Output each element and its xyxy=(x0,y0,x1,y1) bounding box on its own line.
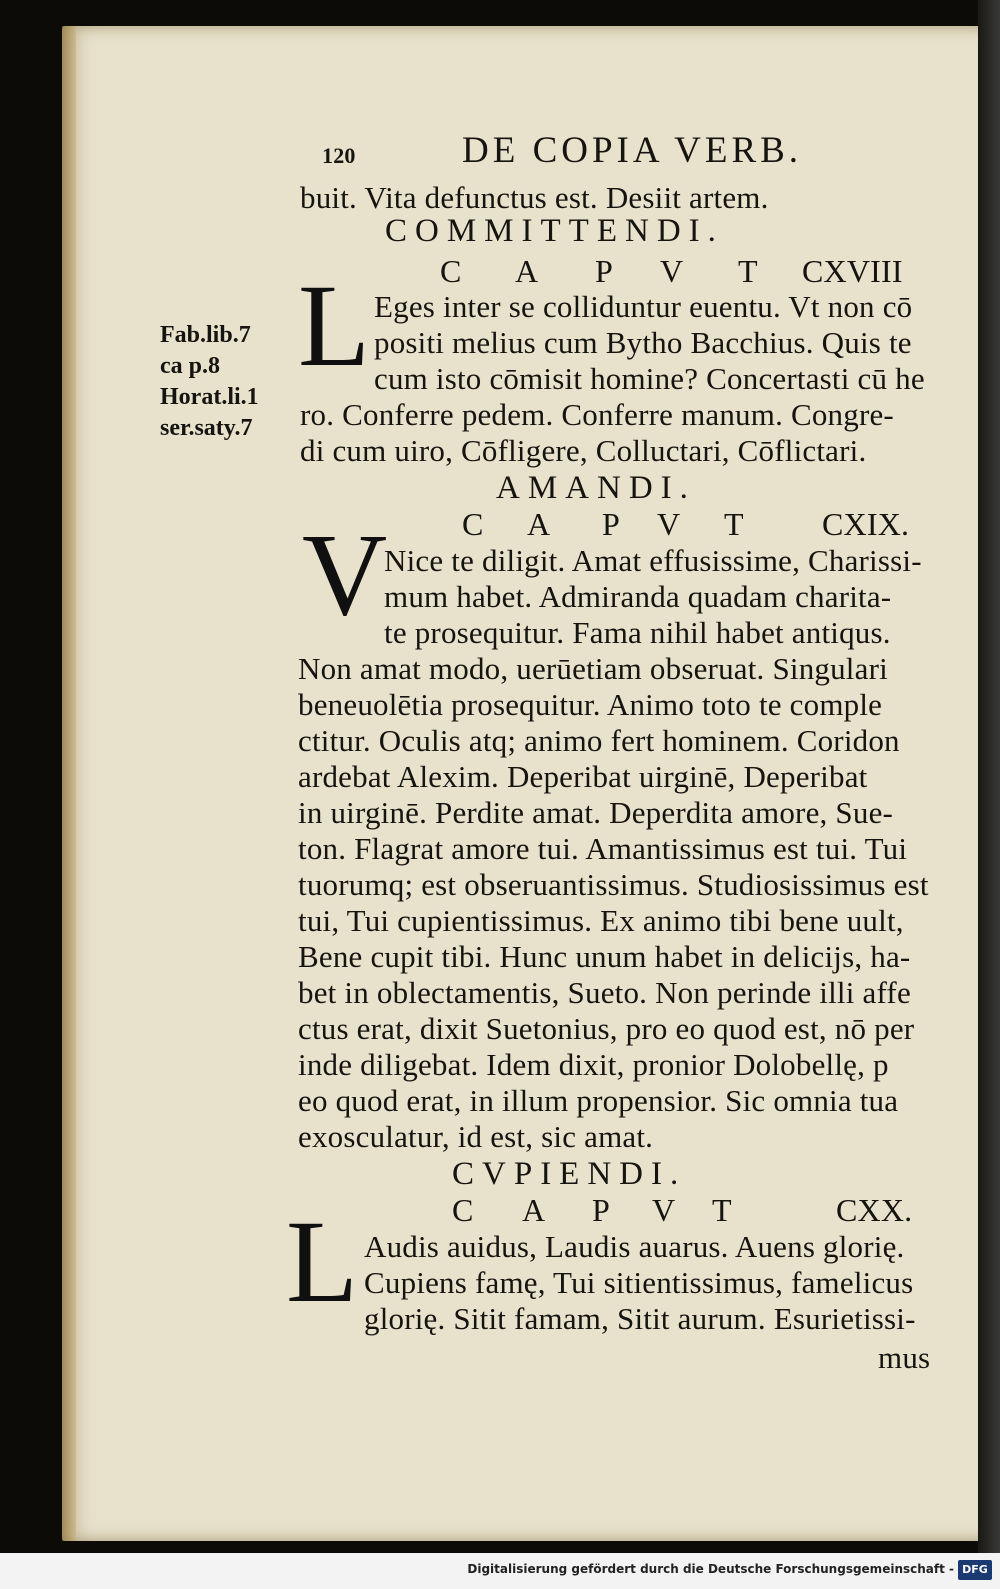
catchword: mus xyxy=(878,1340,931,1375)
text-line: te prosequitur. Fama nihil habet antiqus. xyxy=(384,615,891,650)
margin-note: ca p.8 xyxy=(160,353,220,379)
text-line: ardebat Alexim. Deperibat uirginē, Deperibat xyxy=(298,759,868,794)
margin-note: Horat.li.1 xyxy=(160,384,259,410)
text-line: Non amat modo, uerūetiam obseruat. Singulari xyxy=(298,651,888,686)
page-gutter-shadow xyxy=(62,26,76,1541)
text-line: beneuolētia prosequitur. Animo toto te comple xyxy=(298,687,883,722)
margin-note: Fab.lib.7 xyxy=(160,322,251,348)
drop-cap: L xyxy=(298,260,371,391)
text-line: ctitur. Oculis atq; animo fert hominem. Coridon xyxy=(298,723,900,758)
text-line: tuorumq; est obseruantissimus. Studiosissimus est xyxy=(298,867,929,902)
section-heading: CVPIENDI. xyxy=(452,1156,687,1192)
text-line: positi melius cum Bytho Bacchius. Quis te xyxy=(374,325,912,360)
drop-cap: V xyxy=(302,509,388,640)
chapter-number: CXVIII xyxy=(802,253,903,289)
page-number: 120 xyxy=(322,143,356,168)
running-title: DE COPIA VERB. xyxy=(462,130,803,171)
dfg-logo-icon: DFG xyxy=(958,1560,992,1580)
text-line: inde diligebat. Idem dixit, pronior Dolobellę, p xyxy=(298,1047,889,1082)
text-line: Audis auidus, Laudis auarus. Auens glorię. xyxy=(364,1229,905,1264)
chapter-number: CXIX. xyxy=(822,506,910,542)
chapter-number: CXX. xyxy=(836,1192,913,1228)
text-line: ctus erat, dixit Suetonius, pro eo quod est, nō per xyxy=(298,1011,915,1046)
section-heading: COMMITTENDI. xyxy=(385,213,724,249)
text-line: eo quod erat, in illum propensior. Sic omnia tua xyxy=(298,1083,899,1118)
text-line: exosculatur, id est, sic amat. xyxy=(298,1119,654,1154)
margin-note: ser.saty.7 xyxy=(160,415,253,441)
text-line: tui, Tui cupientissimus. Ex animo tibi bene uult, xyxy=(298,903,904,938)
text-line: cum isto cōmisit homine? Concertasti cū he xyxy=(374,361,925,396)
text-line: Cupiens famę, Tui sitientissimus, famelicus xyxy=(364,1265,914,1300)
footer-bar xyxy=(0,1553,1000,1589)
text-line: Nice te diligit. Amat effusissime, Charissi- xyxy=(384,543,922,578)
book-edge xyxy=(978,0,1000,1589)
section-heading: AMANDI. xyxy=(496,470,696,506)
text-line: Bene cupit tibi. Hunc unum habet in delicijs, ha- xyxy=(298,939,911,974)
text-line: ton. Flagrat amore tui. Amantissimus est tui. Tui xyxy=(298,831,908,866)
drop-cap: L xyxy=(286,1196,359,1327)
text-line: glorię. Sitit famam, Sitit aurum. Esurietissi- xyxy=(364,1301,916,1336)
text-line: ro. Conferre pedem. Conferre manum. Congre- xyxy=(300,397,894,432)
text-line: Eges inter se colliduntur euentu. Vt non cō xyxy=(374,289,913,324)
text-line: di cum uiro, Cōfligere, Colluctari, Cōflictari. xyxy=(300,433,867,468)
text-line: bet in oblectamentis, Sueto. Non perinde illi affe xyxy=(298,975,911,1010)
text-line: buit. Vita defunctus est. Desiit artem. xyxy=(300,180,769,215)
text-line: in uirginē. Perdite amat. Deperdita amore, Sue- xyxy=(298,795,894,830)
footer-credit: Digitalisierung gefördert durch die Deutsche Forschungsgemeinschaft - xyxy=(467,1562,954,1576)
text-line: mum habet. Admiranda quadam charita- xyxy=(384,579,892,614)
